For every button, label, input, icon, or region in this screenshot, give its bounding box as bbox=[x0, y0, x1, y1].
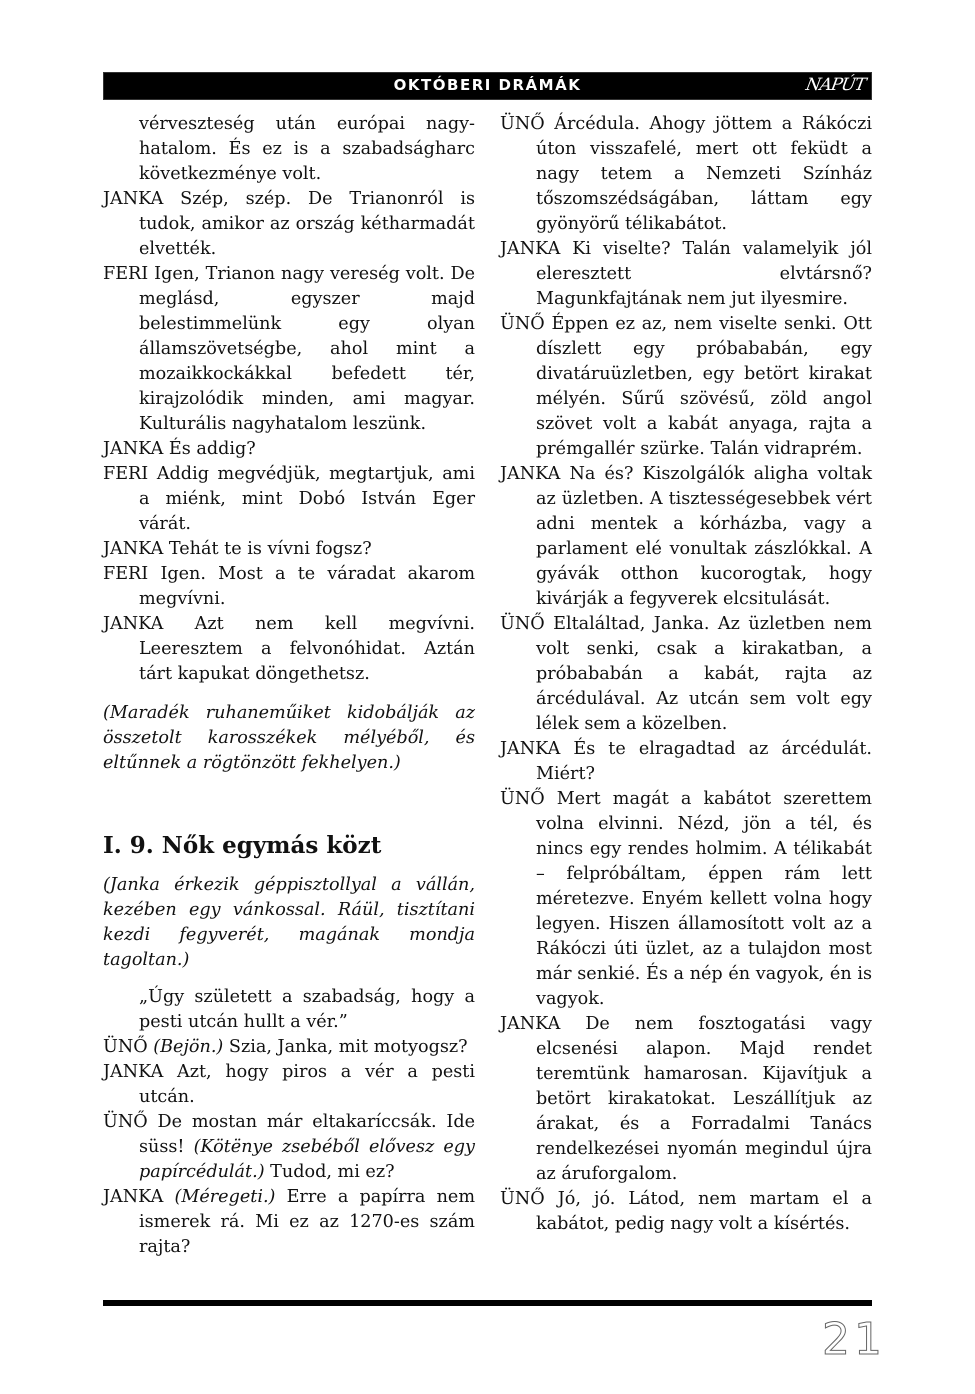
speech-text: És te elragadtad az árcédulát. Miért? bbox=[536, 739, 873, 784]
speech bbox=[103, 562, 475, 612]
footer-rule bbox=[103, 1300, 872, 1306]
speech bbox=[103, 1060, 475, 1110]
speech-text: Ki viselte? Talán valamelyik jól eleresztett elvtársnő? Magunkfajtának nem jut ilyesmire. bbox=[536, 239, 872, 309]
stage-direction: (Maradék ruhaneműiket kidobálják az összetolt karosszékek mélyéből, és eltűnnek a rögtönzött fekhelyen.) bbox=[103, 703, 475, 773]
section-title: I. 9. Nők egymás közt bbox=[103, 832, 382, 859]
inline-stage-direction: (Bejön.) bbox=[153, 1037, 224, 1057]
speech bbox=[103, 187, 475, 262]
speech bbox=[103, 537, 475, 562]
speaker-name: JANKA bbox=[103, 1062, 164, 1082]
speaker-name: JANKA bbox=[103, 539, 164, 559]
speaker-name: JANKA bbox=[103, 614, 164, 634]
speech-text: vérveszteség után európai nagy-hatalom. És ez is a szabadságharc következménye volt. bbox=[139, 114, 475, 184]
speech bbox=[500, 737, 872, 787]
speech-text: Jó, jó. Látod, nem martam el a kabátot, pedig nagy volt a kísértés. bbox=[536, 1189, 873, 1234]
speaker-name: ÜNŐ bbox=[103, 1112, 148, 1132]
right-column bbox=[500, 112, 872, 1237]
speech bbox=[500, 612, 872, 737]
speech-text: Erre a papírra nem ismerek rá. Mi ez az 1270-es szám rajta? bbox=[139, 1187, 476, 1257]
speech-text: Igen, Trianon nagy vereség volt. De meglásd, egyszer majd belestimmelünk egy olyan államszövetségbe, ahol mint a mozaikkockákkal befedett tér, kirajzolódik minden, ami magyar. Kulturális nagyhatalom leszünk. bbox=[139, 264, 476, 434]
speech bbox=[103, 1185, 475, 1260]
inline-stage-direction: (Kötënye zsebéből elővesz egy papírcédulát.) bbox=[139, 1137, 475, 1182]
speaker-name: FERI bbox=[103, 464, 149, 484]
speaker-name: FERI bbox=[103, 264, 149, 284]
speech-text: Azt nem kell megvívni. Leeresztem a felvonóhidat. Aztán tárt kapukat döngethetsz. bbox=[139, 614, 475, 684]
speaker-name: ÜNŐ bbox=[500, 789, 545, 809]
speaker-name: ÜNŐ bbox=[500, 614, 545, 634]
speech-text: Azt, hogy piros a vér a pesti utcán. bbox=[139, 1062, 475, 1107]
naput-logo: NAPÚT bbox=[804, 75, 867, 95]
speaker-name: JANKA bbox=[103, 1187, 164, 1207]
speech-text: Tehát te is vívni fogsz? bbox=[168, 539, 372, 559]
speech-text: De nem fosztogatási vagy elcsenési alapon. Majd rendet teremtünk hamarosan. Kijavítjuk a betört kirakatokat. Leszállítjuk az árakat, és a Forradalmi Tanács rendelkezései nyomán megindul újra az áruforgalom. bbox=[536, 1014, 873, 1184]
speech-text: Éppen ez az, nem viselte senki. Ott díszlett egy próbababán, egy divatáruüzletben, egy betört kirakat mélyén. Sűrű szövésű, zöld angol szövet volt a kabát anyaga, rajta a prémgallér szürke. Talán vidraprém. bbox=[536, 314, 872, 459]
inline-stage-direction: (Méregeti.) bbox=[174, 1187, 276, 1207]
left-column bbox=[103, 112, 475, 1260]
speaker-name: JANKA bbox=[500, 464, 561, 484]
speech bbox=[500, 237, 872, 312]
speech bbox=[103, 1110, 475, 1185]
speech bbox=[103, 437, 475, 462]
speech bbox=[500, 312, 872, 462]
speech-text: Addig megvédjük, megtartjuk, ami a miénk, mint Dobó István Eger várát. bbox=[139, 464, 475, 534]
speech-continuation bbox=[103, 112, 475, 187]
speech-text: Mert magát a kabátot szerettem volna elvinni. Nézd, jön a tél, és nincs egy rendes holmim. A télikabát – felpróbáltam, éppen rám lett méretezve. Enyém kellett volna hogy legyen. Hiszen államosított volt az a Rákóczi úti üzlet, az a tulajdon most már senkié. És a nép én vagyok, én is vagyok. bbox=[536, 789, 872, 1009]
speech bbox=[103, 1035, 475, 1060]
speech bbox=[500, 1187, 872, 1237]
speech bbox=[500, 112, 872, 237]
speech bbox=[500, 462, 872, 612]
speech bbox=[500, 787, 872, 1012]
speaker-name: FERI bbox=[103, 564, 149, 584]
speaker-name: ÜNŐ bbox=[500, 114, 545, 134]
speech-text: És addig? bbox=[168, 439, 256, 459]
speech-text: Na és? Kiszolgálók aligha voltak az üzletben. A tisztességesebbek vért adni mentek a kórházba, vagy a parlament elé vonultak zászlókkal. A gyávák otthon kucorogtak, hogy kivárják a fegyverek elcsitulását. bbox=[536, 464, 872, 609]
speaker-name: ÜNŐ bbox=[500, 1189, 545, 1209]
verse-quote: „Úgy született a szabadság, hogy a pesti utcán hullt a vér.” bbox=[139, 987, 475, 1032]
speech-text: Szép, szép. De Trianonról is tudok, amikor az ország kétharmadát elvették. bbox=[139, 189, 476, 259]
page-number: 21 bbox=[822, 1314, 886, 1365]
speaker-name: JANKA bbox=[500, 739, 561, 759]
speech bbox=[500, 1012, 872, 1187]
speaker-name: JANKA bbox=[103, 189, 164, 209]
speech-text: Szia, Janka, mit motyogsz? bbox=[228, 1037, 468, 1057]
speech bbox=[103, 612, 475, 687]
speech-text: Eltaláltad, Janka. Az üzletben nem volt senki, csak a kirakatban, a próbababán a kabát, rajta az árcédulával. Az utcán sem volt egy lélek sem a közelben. bbox=[536, 614, 872, 734]
speech bbox=[103, 262, 475, 437]
stage-direction: (Janka érkezik géppisztollyal a vállán, kezében egy vánkossal. Ráül, tisztítani kezdi fegyverét, magának mondja tagoltan.) bbox=[103, 875, 475, 970]
speech-text: Tudod, mi ez? bbox=[270, 1162, 395, 1182]
speaker-name: JANKA bbox=[500, 239, 561, 259]
speaker-name: ÜNŐ bbox=[103, 1037, 148, 1057]
speaker-name: JANKA bbox=[103, 439, 164, 459]
running-header bbox=[103, 72, 872, 100]
speaker-name: JANKA bbox=[500, 1014, 561, 1034]
speech-text: De mostan már eltakaríccsák. Ide süss! bbox=[139, 1112, 476, 1157]
speech-text: Igen. Most a te váradat akarom megvívni. bbox=[139, 564, 476, 609]
speech bbox=[103, 462, 475, 537]
header-title: OKTÓBERI DRÁMÁK bbox=[393, 76, 582, 94]
speaker-name: ÜNŐ bbox=[500, 314, 545, 334]
speech-text: Árcédula. Ahogy jöttem a Rákóczi úton visszafelé, mert ott feküdt a nagy tetem a Nemzeti Színház tőszomszédságában, láttam egy gyönyörű télikabátot. bbox=[536, 114, 872, 234]
